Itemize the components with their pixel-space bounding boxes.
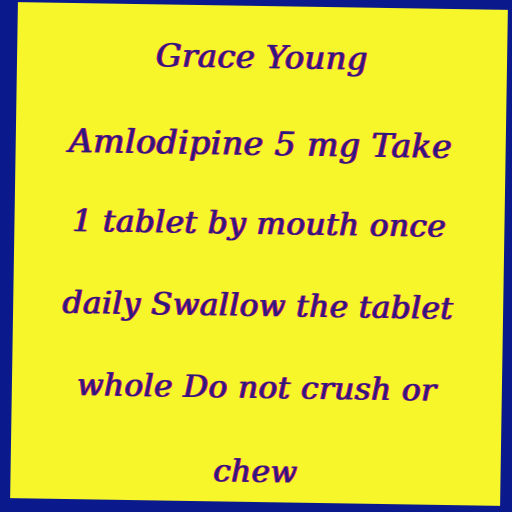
patient-name: Grace Young: [155, 36, 369, 78]
instruction-line: daily Swallow the tablet: [62, 284, 454, 328]
prescription-label-card: [10, 2, 508, 506]
instruction-line: chew: [213, 453, 298, 491]
instruction-line: Amlodipine 5 mg Take: [68, 121, 453, 167]
instruction-line: 1 tablet by mouth once: [72, 203, 447, 245]
instruction-line: whole Do not crush or: [76, 367, 437, 409]
